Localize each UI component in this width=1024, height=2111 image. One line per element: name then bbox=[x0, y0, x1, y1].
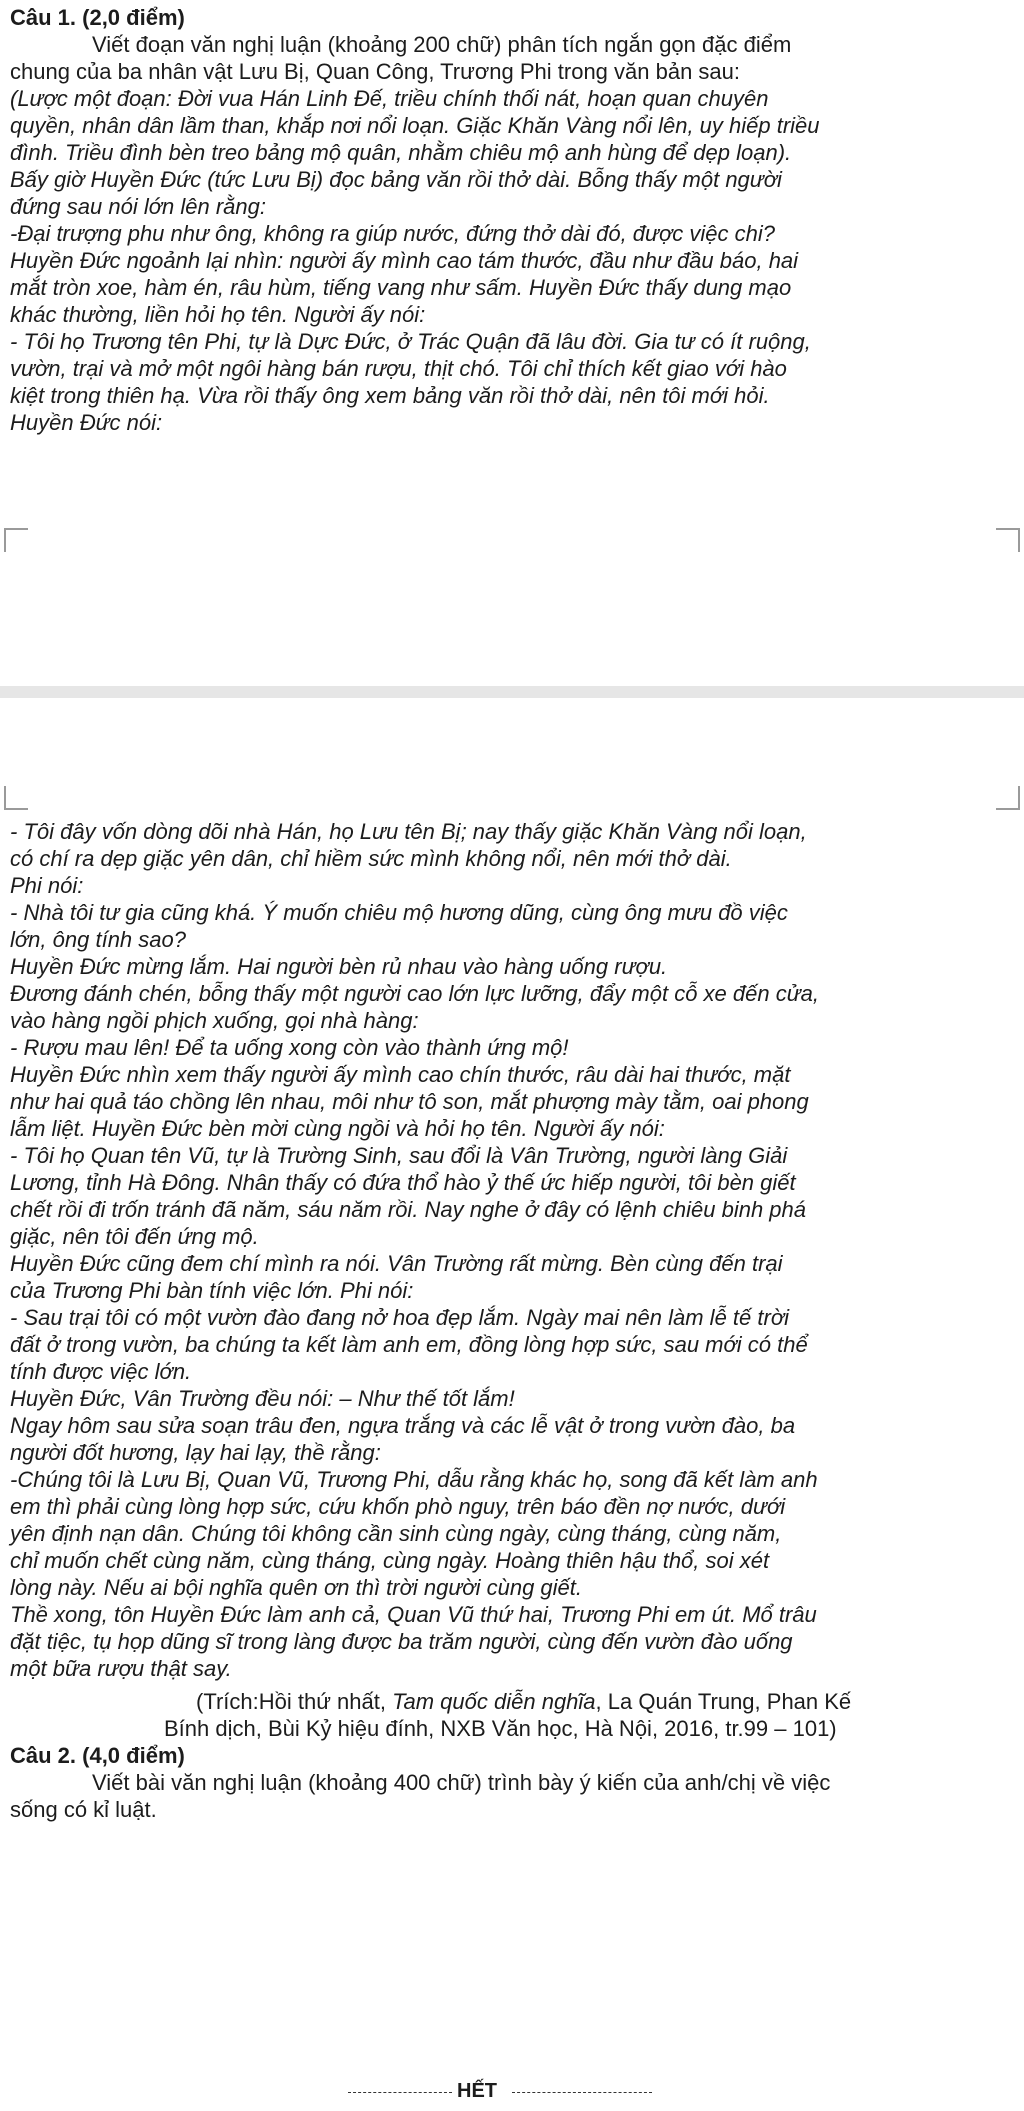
passage-line: một bữa rượu thật say. bbox=[10, 1656, 232, 1681]
passage-line: mắt tròn xoe, hàm én, râu hùm, tiếng vang như sấm. Huyền Đức thấy dung mạo bbox=[10, 275, 792, 300]
passage-line: tính được việc lớn. bbox=[10, 1359, 192, 1384]
passage-line: - Tôi họ Quan tên Vũ, tự là Trường Sinh, sau đổi là Vân Trường, người làng Giải bbox=[10, 1143, 788, 1168]
passage-line: - Tôi đây vốn dòng dõi nhà Hán, họ Lưu tên Bị; nay thấy giặc Khăn Vàng nổi loạn, bbox=[10, 819, 807, 844]
passage-line: lẫm liệt. Huyền Đức bèn mời cùng ngồi và hỏi họ tên. Người ấy nói: bbox=[10, 1116, 665, 1141]
passage-line: - Nhà tôi tư gia cũng khá. Ý muốn chiêu mộ hương dũng, cùng ông mưu đồ việc bbox=[10, 900, 788, 925]
passage-line: Lương, tỉnh Hà Đông. Nhân thấy có đứa thổ hào ỷ thế ức hiếp người, tôi bèn giết bbox=[10, 1170, 796, 1195]
end-dash-right bbox=[512, 2092, 652, 2093]
passage-line: kiệt trong thiên hạ. Vừa rồi thấy ông xem bảng văn rồi thở dài, nên tôi mới hỏi. bbox=[10, 383, 770, 408]
passage-line: Thề xong, tôn Huyền Đức làm anh cả, Quan Vũ thứ hai, Trương Phi em út. Mổ trâu bbox=[10, 1602, 817, 1627]
passage-line: đứng sau nói lớn lên rằng: bbox=[10, 194, 266, 219]
passage-line: như hai quả táo chồng lên nhau, môi như tô son, mắt phượng mày tằm, oai phong bbox=[10, 1089, 809, 1114]
passage-line: vườn, trại và mở một ngôi hàng bán rượu, thịt chó. Tôi chỉ thích kết giao với hào bbox=[10, 356, 787, 381]
passage-part-2 bbox=[10, 818, 1010, 1682]
scan-corner-top-right bbox=[996, 528, 1020, 552]
passage-line: - Sau trại tôi có một vườn đào đang nở hoa đẹp lắm. Ngày mai nên làm lễ tế trời bbox=[10, 1305, 790, 1330]
passage-line: Huyền Đức, Vân Trường đều nói: – Như thế tốt lắm! bbox=[10, 1386, 515, 1411]
source-citation bbox=[10, 1688, 1010, 1742]
question-2-prompt-line: sống có kỉ luật. bbox=[10, 1797, 157, 1822]
passage-line: của Trương Phi bàn tính việc lớn. Phi nói: bbox=[10, 1278, 414, 1303]
source-book-title: Tam quốc diễn nghĩa bbox=[392, 1689, 596, 1714]
question-1-prompt-line: chung của ba nhân vật Lưu Bị, Quan Công, Trương Phi trong văn bản sau: bbox=[10, 59, 741, 84]
source-author: , La Quán Trung, Phan Kế bbox=[595, 1689, 852, 1714]
source-line-1 bbox=[10, 1688, 1010, 1715]
question-2 bbox=[10, 1742, 1010, 1823]
scan-corner-bottom-left bbox=[4, 786, 28, 810]
passage-line: (Lược một đoạn: Đời vua Hán Linh Đế, triều chính thối nát, hoạn quan chuyên bbox=[10, 86, 769, 111]
passage-line: đất ở trong vườn, ba chúng ta kết làm anh em, đồng lòng hợp sức, sau mới có thể bbox=[10, 1332, 808, 1357]
passage-line: - Tôi họ Trương tên Phi, tự là Dực Đức, ở Trác Quận đã lâu đời. Gia tư có ít ruộng, bbox=[10, 329, 811, 354]
source-prefix: (Trích:Hồi thứ nhất, bbox=[196, 1689, 393, 1714]
page-gap-divider bbox=[0, 686, 1024, 698]
passage-line: chỉ muốn chết cùng năm, cùng tháng, cùng ngày. Hoàng thiên hậu thổ, soi xét bbox=[10, 1548, 770, 1573]
end-text: HẾT bbox=[457, 2080, 497, 2102]
question-1-title: Câu 1. (2,0 điểm) bbox=[10, 5, 185, 30]
passage-line: đình. Triều đình bèn treo bảng mộ quân, nhằm chiêu mộ anh hùng để dẹp loạn). bbox=[10, 140, 792, 165]
passage-line: yên định nạn dân. Chúng tôi không cần sinh cùng ngày, cùng tháng, cùng năm, bbox=[10, 1521, 782, 1546]
passage-line: khác thường, liền hỏi họ tên. Người ấy nói: bbox=[10, 302, 426, 327]
passage-line: người đốt hương, lạy hai lạy, thề rằng: bbox=[10, 1440, 381, 1465]
scan-corner-bottom-right bbox=[996, 786, 1020, 810]
passage-line: giặc, nên tôi đến ứng mộ. bbox=[10, 1224, 259, 1249]
passage-line: Huyền Đức ngoảnh lại nhìn: người ấy mình cao tám thước, đầu như đầu báo, hai bbox=[10, 248, 799, 273]
passage-line: Huyền Đức mừng lắm. Hai người bèn rủ nhau vào hàng uống rượu. bbox=[10, 954, 668, 979]
question-2-prompt-line: Viết bài văn nghị luận (khoảng 400 chữ) trình bày ý kiến của anh/chị về việc bbox=[92, 1770, 831, 1795]
question-1-prompt-line: Viết đoạn văn nghị luận (khoảng 200 chữ) phân tích ngắn gọn đặc điểm bbox=[92, 32, 792, 57]
passage-line: Huyền Đức cũng đem chí mình ra nói. Vân Trường rất mừng. Bèn cùng đến trại bbox=[10, 1251, 783, 1276]
end-dash-left bbox=[348, 2092, 452, 2093]
passage-line: lòng này. Nếu ai bội nghĩa quên ơn thì trời người cùng giết. bbox=[10, 1575, 583, 1600]
passage-part-1 bbox=[10, 85, 1010, 436]
passage-line: Ngay hôm sau sửa soạn trâu đen, ngựa trắng và các lễ vật ở trong vườn đào, ba bbox=[10, 1413, 796, 1438]
passage-line: - Rượu mau lên! Để ta uống xong còn vào thành ứng mộ! bbox=[10, 1035, 569, 1060]
passage-line: -Chúng tôi là Lưu Bị, Quan Vũ, Trương Phi, dẫu rằng khác họ, song đã kết làm anh bbox=[10, 1467, 818, 1492]
passage-line: quyền, nhân dân lầm than, khắp nơi nổi loạn. Giặc Khăn Vàng nổi lên, uy hiếp triều bbox=[10, 113, 820, 138]
passage-line: em thì phải cùng lòng hợp sức, cứu khốn phò nguy, trên báo đền nợ nước, dưới bbox=[10, 1494, 786, 1519]
passage-line: lớn, ông tính sao? bbox=[10, 927, 186, 952]
passage-line: Huyền Đức nhìn xem thấy người ấy mình cao chín thước, râu dài hai thước, mặt bbox=[10, 1062, 791, 1087]
passage-line: có chí ra dẹp giặc yên dân, chỉ hiềm sức mình không nổi, nên mới thở dài. bbox=[10, 846, 732, 871]
passage-line: -Đại trượng phu như ông, không ra giúp nước, đứng thở dài đó, được việc chi? bbox=[10, 221, 775, 246]
question-1 bbox=[10, 4, 1010, 85]
scan-corner-top-left bbox=[4, 528, 28, 552]
question-2-title: Câu 2. (4,0 điểm) bbox=[10, 1743, 185, 1768]
passage-line: đặt tiệc, tụ họp dũng sĩ trong làng được ba trăm người, cùng đến vườn đào uống bbox=[10, 1629, 793, 1654]
passage-line: Đương đánh chén, bỗng thấy một người cao lớn lực lưỡng, đẩy một cỗ xe đến cửa, bbox=[10, 981, 820, 1006]
passage-line: vào hàng ngồi phịch xuống, gọi nhà hàng: bbox=[10, 1008, 419, 1033]
passage-line: Bấy giờ Huyền Đức (tức Lưu Bị) đọc bảng văn rồi thở dài. Bỗng thấy một người bbox=[10, 167, 782, 192]
passage-line: chết rồi đi trốn tránh đã năm, sáu năm rồi. Nay nghe ở đây có lệnh chiêu binh phá bbox=[10, 1197, 806, 1222]
passage-line: Huyền Đức nói: bbox=[10, 410, 163, 435]
passage-line: Phi nói: bbox=[10, 873, 84, 898]
end-marker bbox=[0, 2080, 1024, 2104]
source-line-2: Bính dịch, Bùi Kỷ hiệu đính, NXB Văn học, Hà Nội, 2016, tr.99 – 101) bbox=[164, 1716, 837, 1741]
